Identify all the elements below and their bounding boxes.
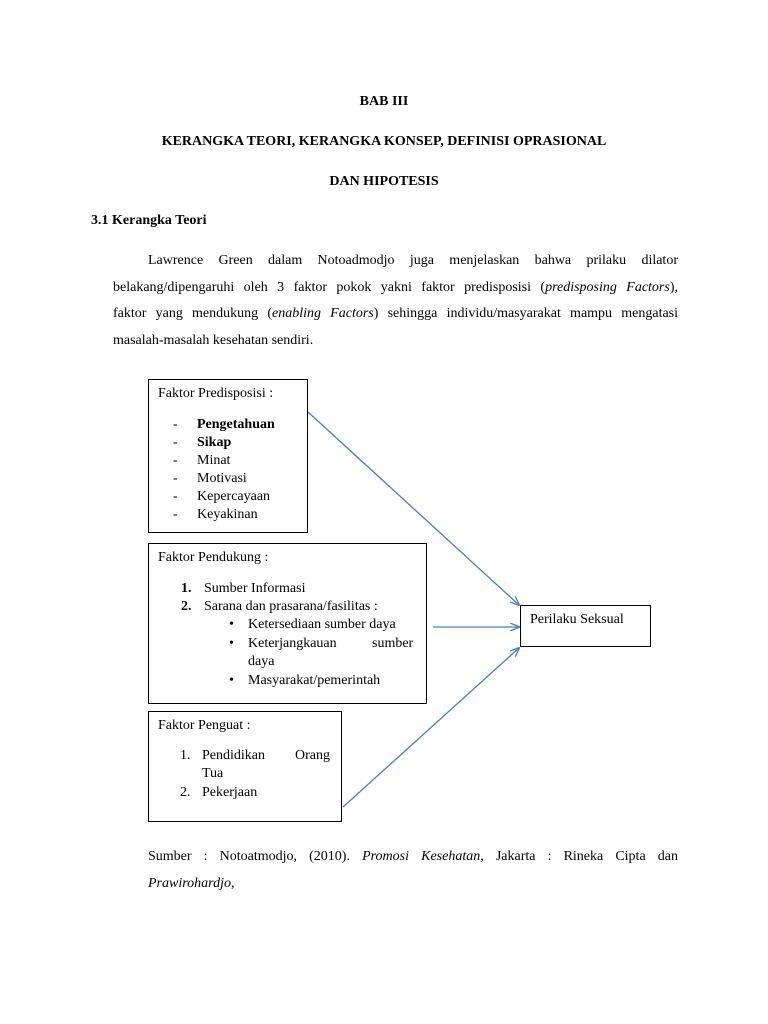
source-citation xyxy=(148,844,678,897)
bullet-item: Keterjangkauan xyxy=(248,636,337,651)
list-dash: - xyxy=(173,489,178,504)
paragraph-line-2: belakang/dipengaruhi oleh 3 faktor pokok yakni faktor predisposisi (predisposing Factors), xyxy=(113,279,678,295)
list-item: Sikap xyxy=(197,435,232,450)
list-dash: - xyxy=(173,417,178,432)
list-item: Pengetahuan xyxy=(197,417,275,432)
box-faktor-pendukung xyxy=(148,543,427,704)
list-dash: - xyxy=(173,453,178,468)
box-faktor-predisposisi xyxy=(148,379,308,533)
list-number: 2. xyxy=(181,599,192,614)
box-pendukung-title: Faktor Pendukung : xyxy=(158,550,269,565)
source-line-1: Sumber : Notoatmodjo, (2010). Promosi Kesehatan, Jakarta : Rineka Cipta dan xyxy=(148,849,678,864)
list-item: Minat xyxy=(197,453,231,468)
section-title: 3.1 Kerangka Teori xyxy=(91,213,207,228)
list-item-wrap: Tua xyxy=(202,766,224,781)
paragraph-line-1: Lawrence Green dalam Notoadmodjo juga menjelaskan bahwa prilaku dilator xyxy=(148,253,678,268)
chapter-title-line2: DAN HIPOTESIS xyxy=(329,174,439,189)
list-dash: - xyxy=(173,471,178,486)
box-predisposisi-title: Faktor Predisposisi : xyxy=(158,386,274,401)
list-number: 1. xyxy=(181,581,192,596)
box-penguat-title: Faktor Penguat : xyxy=(158,718,251,733)
list-item: Pekerjaan xyxy=(202,785,258,800)
bullet-item-wrap: daya xyxy=(248,654,275,669)
bullet-item: Masyarakat/pemerintah xyxy=(248,673,381,688)
list-dash: - xyxy=(173,435,178,450)
outcome-label: Perilaku Seksual xyxy=(530,612,624,627)
bullet-item-continued: sumber xyxy=(372,636,414,651)
list-item: Motivasi xyxy=(197,471,247,486)
box-faktor-penguat xyxy=(148,711,342,822)
chapter-heading: BAB III xyxy=(359,94,409,109)
list-number: 2. xyxy=(180,785,191,800)
list-item: Sarana dan prasarana/fasilitas : xyxy=(204,599,378,614)
chapter-title-line1: KERANGKA TEORI, KERANGKA KONSEP, DEFINISI OPRASIONAL xyxy=(161,134,607,149)
bullet-icon: • xyxy=(229,636,234,651)
list-item: Keyakinan xyxy=(197,507,258,522)
bullet-icon: • xyxy=(229,673,234,688)
bullet-item: Ketersediaan sumber daya xyxy=(248,617,396,632)
box-outcome xyxy=(520,605,651,647)
list-item-continued: Orang xyxy=(295,748,330,763)
paragraph-line-3: faktor yang mendukung (enabling Factors) sehingga individu/masyarakat mampu mengatasi xyxy=(113,306,679,321)
source-line-2: Prawirohardjo, xyxy=(148,875,235,891)
list-number: 1. xyxy=(180,748,191,763)
list-item: Pendidikan xyxy=(202,748,265,763)
list-dash: - xyxy=(173,507,178,522)
paragraph-line-4: masalah-masalah kesehatan sendiri. xyxy=(113,332,314,348)
list-item: Kepercayaan xyxy=(197,489,271,504)
list-item: Sumber Informasi xyxy=(204,581,306,596)
bullet-icon: • xyxy=(229,617,234,632)
